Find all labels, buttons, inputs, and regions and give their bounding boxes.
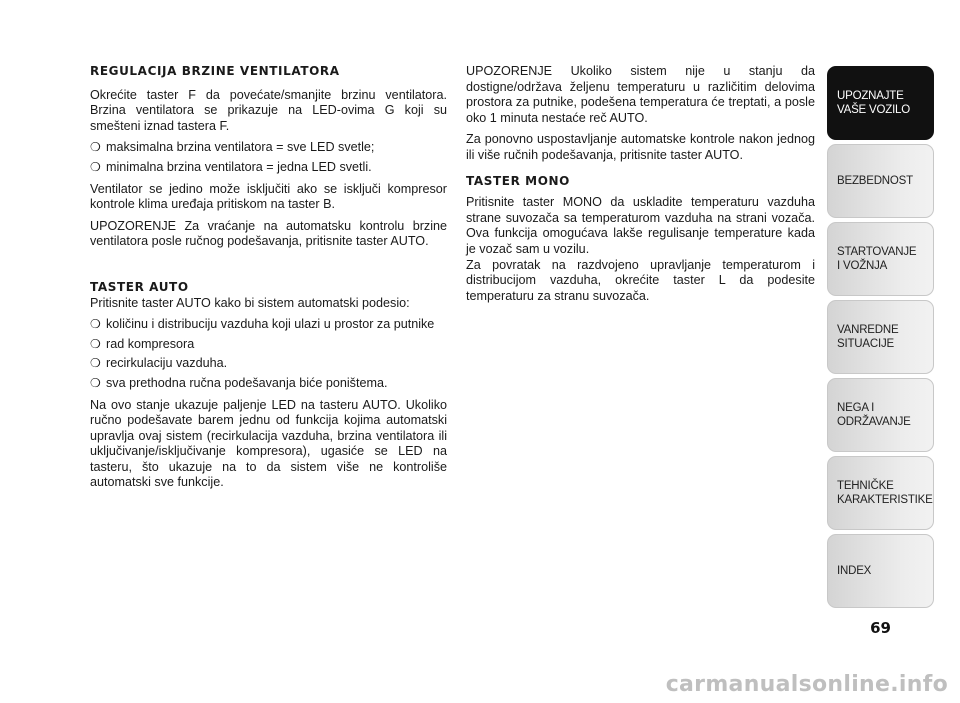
list-item-text: minimalna brzina ventilatora = jedna LED svetli. [106,159,372,174]
tab-tehnicke-karakteristike[interactable] [827,456,934,530]
bullet-icon: ❍ [90,159,101,174]
list-item-text: recirkulaciju vazduha. [106,356,228,371]
tab-label: VANREDNE SITUACIJE [837,324,899,350]
tab-label: TEHNIČKE KARAKTERISTIKE [837,480,933,506]
bullet-icon: ❍ [90,336,101,351]
list-item-text: sva prethodna ručna podešavanja biće poništema. [106,375,388,390]
tab-label: NEGA I ODRŽAVANJE [837,402,911,428]
paragraph: Ventilator se jedino može isključiti ako se isključi kompresor kontrole klima uređaja pritiskom na taster B. [90,181,447,212]
tab-label: STARTOVANJE I VOŽNJA [837,246,917,272]
list-item-text: količinu i distribuciju vazduha koji ulazi u prostor za putnike [106,317,435,332]
list-item-text: rad kompresora [106,336,195,351]
tab-nega-i-odrzavanje[interactable] [827,378,934,452]
tab-label: INDEX [837,565,872,577]
bullet-icon: ❍ [90,140,101,155]
bullet-list [90,317,447,391]
bullet-icon: ❍ [90,356,101,371]
list-item [90,140,447,156]
list-item [90,160,447,176]
tab-upoznajte-vase-vozilo[interactable] [827,66,934,140]
bullet-icon: ❍ [90,317,101,332]
paragraph: Na ovo stanje ukazuje paljenje LED na tasteru AUTO. Ukoliko ručno podešavate barem jednu od funkcija kojima automatski upravlja ovaj sistem (recirkulacija vazduha, brzina ventilatora ili uključivanje/isključivanje kompresora), ugasiće se LED na tasteru, što ukazuje na to da sistem više ne kontroliše automatski sve funkcije. [90,397,447,490]
tab-label: UPOZNAJTE VAŠE VOZILO [837,90,910,116]
list-item-text: maksimalna brzina ventilatora = sve LED svetle; [106,140,375,155]
tab-index[interactable] [827,534,934,608]
tab-vanredne-situacije[interactable] [827,300,934,374]
bullet-list [90,140,447,175]
list-item [90,337,447,353]
paragraph: Pritisnite taster AUTO kako bi sistem automatski podesio: [90,295,410,310]
paragraph: Pritisnite taster MONO da uskladite temperaturu vazduha strane suvozača sa temperaturom vazduha na strani vozača. Ova funkcija omogućava lakše regulisanje temperature kada je vozač sam u vozilu. [466,195,815,256]
paragraph: Za povratak na razdvojeno upravljanje temperaturom i distribucijom vazduha, okrećite taster L da podesite temperaturu za stranu suvozača. [466,257,815,303]
section-heading-mono: TASTER MONO [466,173,570,188]
bullet-icon: ❍ [90,375,101,390]
list-item [90,376,447,392]
paragraph: Okrećite taster F da povećate/smanjite brzinu ventilatora. Brzina ventilatora se prikazuje na LED-ovima G koji su smešteni iznad tastera F. [90,87,447,133]
tab-label: BEZBEDNOST [837,175,913,187]
list-item [90,356,447,372]
paragraph: Za ponovno uspostavljanje automatske kontrole nakon jednog ili više ručnih podešavanja, pritisnite taster AUTO. [466,132,815,162]
page-number: 69 [870,619,891,637]
chapter-sidebar [827,66,934,612]
right-column [466,64,815,310]
warning-paragraph: UPOZORENJE Za vraćanje na automatsku kontrolu brzine ventilatora posle ručnog podešavanja, pritisnite taster AUTO. [90,218,447,249]
left-column [90,64,447,497]
section-heading-fan-speed: REGULACIJA BRZINE VENTILATORA [90,64,340,78]
watermark: carmanualsonline.info [665,672,948,697]
tab-startovanje-i-voznja[interactable] [827,222,934,296]
section-heading-auto: TASTER AUTO [90,279,189,294]
list-item [90,317,447,333]
warning-paragraph: UPOZORENJE Ukoliko sistem nije u stanju da dostigne/održava željenu temperaturu u različitim delovima prostora za putnike, podešena temperatura će treptati, a posle oko 1 minuta nestaće reč AUTO. [466,64,815,125]
tab-bezbednost[interactable] [827,144,934,218]
